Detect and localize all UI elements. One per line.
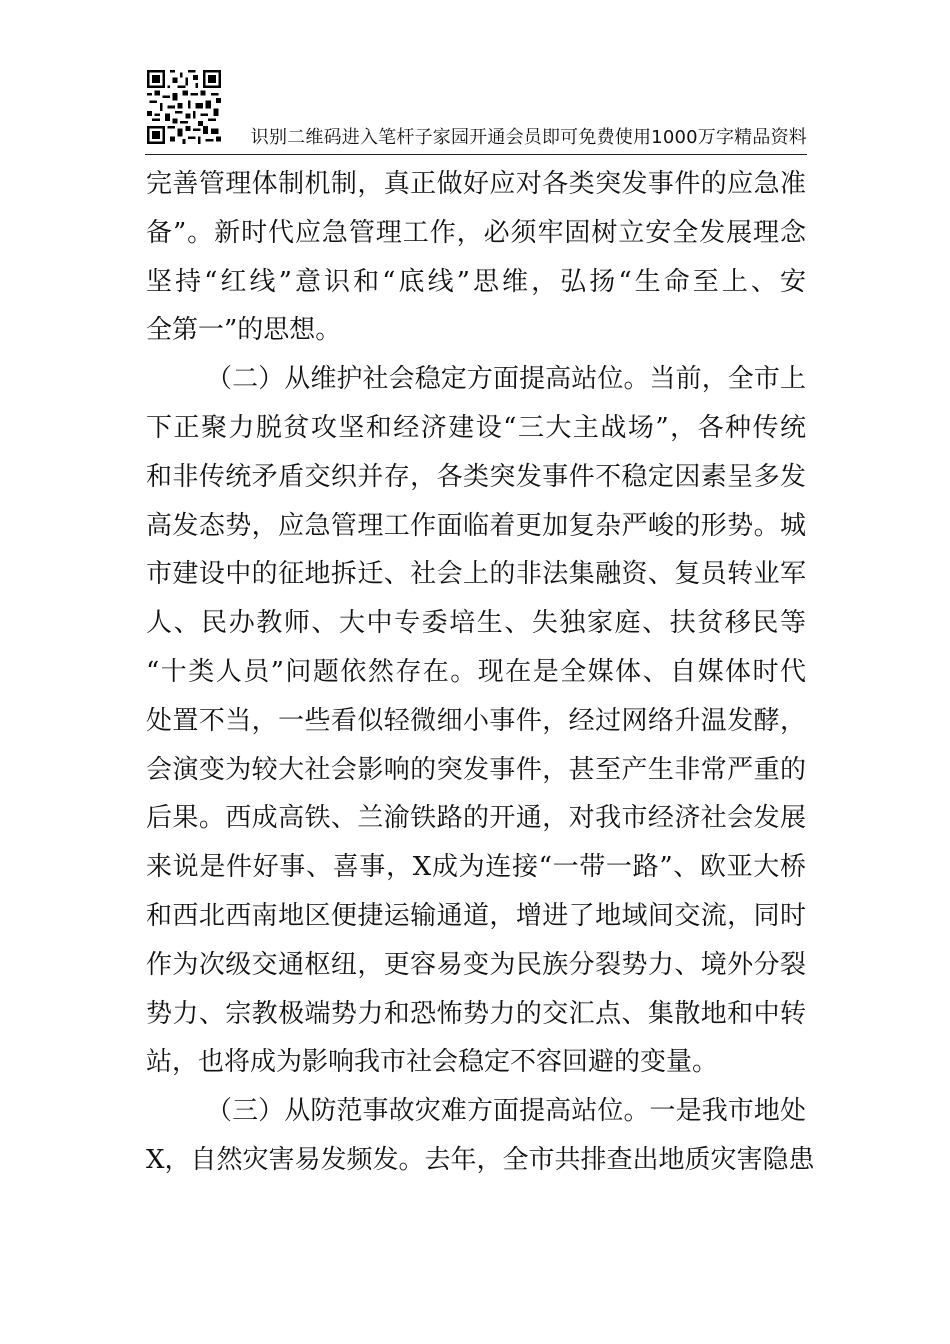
header-promo-text: 识别二维码进入笔杆子家园开通会员即可免费使用1000万字精品资料	[250, 127, 807, 148]
text-line: 备”。新时代应急管理工作，必须牢固树立安全发展理念	[146, 217, 806, 248]
text-line: 作为次级交通枢纽，更容易变为民族分裂势力、境外分裂	[146, 949, 806, 980]
text-line: 全第一”的思想。	[146, 315, 342, 346]
text-line: 和西北西南地区便捷运输通道，增进了地域间交流，同时	[146, 900, 806, 931]
text-line: “十类人员”问题依然存在。现在是全媒体、自媒体时代	[146, 656, 806, 687]
text-line: 站，也将成为影响我市社会稳定不容回避的变量。	[146, 1047, 719, 1078]
text-line: X，自然灾害易发频发。去年，全市共排查出地质灾害隐患	[146, 1144, 815, 1175]
paragraph-heading-line: （三）从防范事故灾难方面提高站位。一是我市地处	[206, 1096, 806, 1127]
text-line: 后果。西成高铁、兰渝铁路的开通，对我市经济社会发展	[146, 803, 806, 834]
document-body	[146, 160, 815, 1185]
page-header	[145, 68, 807, 155]
text-line: 完善管理体制机制，真正做好应对各类突发事件的应急准	[146, 169, 806, 199]
text-line: 高发态势，应急管理工作面临着更加复杂严峻的形势。城	[146, 510, 806, 541]
text-line: 处置不当，一些看似轻微细小事件，经过网络升温发酵，	[146, 705, 806, 736]
text-line: 来说是件好事、喜事，X成为连接“一带一路”、欧亚大桥	[146, 852, 806, 883]
qr-code-icon[interactable]	[147, 70, 221, 144]
text-line: 和非传统矛盾交织并存，各类突发事件不稳定因素呈多发	[146, 461, 806, 492]
text-line: 人、民办教师、大中专委培生、失独家庭、扶贫移民等	[146, 608, 806, 639]
text-line: 坚持“红线”意识和“底线”思维，弘扬“生命至上、安	[146, 266, 806, 297]
text-line: 会演变为较大社会影响的突发事件，甚至产生非常严重的	[146, 754, 806, 785]
paragraph-heading-line: （二）从维护社会稳定方面提高站位。当前，全市上	[206, 364, 806, 395]
text-line: 势力、宗教极端势力和恐怖势力的交汇点、集散地和中转	[146, 998, 806, 1029]
text-line: 市建设中的征地拆迁、社会上的非法集融资、复员转业军	[146, 559, 806, 590]
text-line: 下正聚力脱贫攻坚和经济建设“三大主战场”，各种传统	[146, 412, 806, 443]
